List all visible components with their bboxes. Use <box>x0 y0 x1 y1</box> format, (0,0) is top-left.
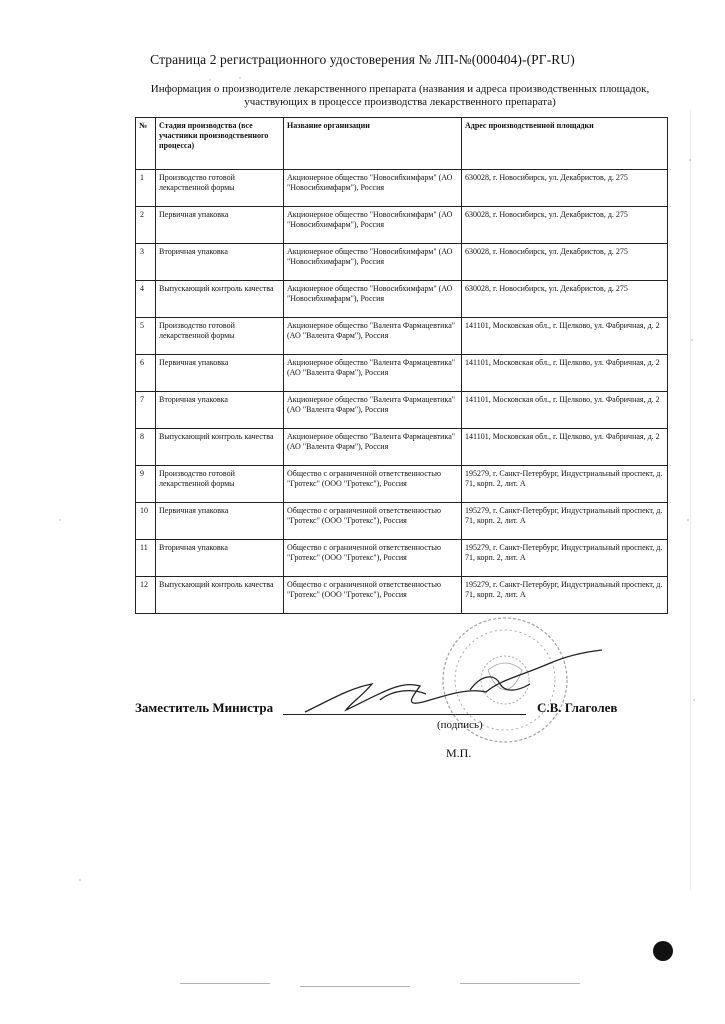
cell-num: 3 <box>136 244 156 281</box>
cell-address: 195279, г. Санкт-Петербург, Индустриальный проспект, д. 71, корп. 2, лит. А <box>462 466 668 503</box>
header-org: Название организации <box>284 118 462 170</box>
cell-address: 141101, Московская обл., г. Щелково, ул. Фабричная, д. 2 <box>462 318 668 355</box>
cell-num: 8 <box>136 429 156 466</box>
cell-stage: Выпускающий контроль качества <box>156 577 284 614</box>
cell-address: 141101, Московская обл., г. Щелково, ул. Фабричная, д. 2 <box>462 429 668 466</box>
cell-org: Акционерное общество "Новосибхимфарм" (АО "Новосибхимфарм"), Россия <box>284 170 462 207</box>
seal-label: М.П. <box>446 746 472 760</box>
cell-org: Акционерное общество "Валента Фармацевтика" (АО "Валента Фарм"), Россия <box>284 355 462 392</box>
cell-address: 630028, г. Новосибирск, ул. Декабристов, д. 275 <box>462 244 668 281</box>
cell-org: Акционерное общество "Валента Фармацевтика" (АО "Валента Фарм"), Россия <box>284 429 462 466</box>
cell-num: 2 <box>136 207 156 244</box>
cell-stage: Выпускающий контроль качества <box>156 429 284 466</box>
cell-address: 630028, г. Новосибирск, ул. Декабристов, д. 275 <box>462 281 668 318</box>
cell-stage: Производство готовой лекарственной формы <box>156 318 284 355</box>
cell-stage: Производство готовой лекарственной формы <box>156 170 284 207</box>
cell-org: Акционерное общество "Новосибхимфарм" (АО "Новосибхимфарм"), Россия <box>284 207 462 244</box>
cell-num: 4 <box>136 281 156 318</box>
signatory-name: С.В. Глаголев <box>537 700 618 715</box>
scan-noise <box>59 77 695 987</box>
cell-org: Акционерное общество "Новосибхимфарм" (АО "Новосибхимфарм"), Россия <box>284 244 462 281</box>
cell-stage: Первичная упаковка <box>156 503 284 540</box>
header-stage: Стадия производства (все участники производственного процесса) <box>156 118 284 170</box>
cell-address: 630028, г. Новосибирск, ул. Декабристов, д. 275 <box>462 170 668 207</box>
header-address: Адрес производственной площадки <box>462 118 668 170</box>
cell-address: 195279, г. Санкт-Петербург, Индустриальный проспект, д. 71, корп. 2, лит. А <box>462 503 668 540</box>
cell-num: 10 <box>136 503 156 540</box>
cell-num: 7 <box>136 392 156 429</box>
punch-hole-mark <box>653 941 673 961</box>
cell-stage: Выпускающий контроль качества <box>156 281 284 318</box>
cell-num: 9 <box>136 466 156 503</box>
cell-org: Общество с ограниченной ответственностью "Гротекс" (ООО "Гротекс"), Россия <box>284 577 462 614</box>
page-title: Страница 2 регистрационного удостоверения № ЛП-№(000404)-(РГ-RU) <box>150 52 575 67</box>
cell-num: 6 <box>136 355 156 392</box>
cell-org: Общество с ограниченной ответственностью "Гротекс" (ООО "Гротекс"), Россия <box>284 540 462 577</box>
cell-org: Акционерное общество "Новосибхимфарм" (АО "Новосибхимфарм"), Россия <box>284 281 462 318</box>
cell-org: Общество с ограниченной ответственностью "Гротекс" (ООО "Гротекс"), Россия <box>284 466 462 503</box>
cell-num: 11 <box>136 540 156 577</box>
header-num: № <box>136 118 156 170</box>
cell-org: Акционерное общество "Валента Фармацевтика" (АО "Валента Фарм"), Россия <box>284 318 462 355</box>
cell-stage: Вторичная упаковка <box>156 540 284 577</box>
signatory-position: Заместитель Министра <box>135 700 274 715</box>
page-subtitle: Информация о производителе лекарственного препарата (названия и адреса производственных площадок, участвующих в процессе производства лекарственного препарата) <box>150 83 650 108</box>
cell-address: 141101, Московская обл., г. Щелково, ул. Фабричная, д. 2 <box>462 355 668 392</box>
cell-num: 5 <box>136 318 156 355</box>
cell-address: 195279, г. Санкт-Петербург, Индустриальный проспект, д. 71, корп. 2, лит. А <box>462 540 668 577</box>
cell-address: 630028, г. Новосибирск, ул. Декабристов, д. 275 <box>462 207 668 244</box>
cell-org: Акционерное общество "Валента Фармацевтика" (АО "Валента Фарм"), Россия <box>284 392 462 429</box>
cell-stage: Вторичная упаковка <box>156 392 284 429</box>
signature-line <box>283 714 526 715</box>
cell-stage: Первичная упаковка <box>156 355 284 392</box>
cell-address: 141101, Московская обл., г. Щелково, ул. Фабричная, д. 2 <box>462 392 668 429</box>
cell-stage: Производство готовой лекарственной формы <box>156 466 284 503</box>
cell-num: 12 <box>136 577 156 614</box>
signature-caption: (подпись) <box>437 719 483 731</box>
cell-address: 195279, г. Санкт-Петербург, Индустриальный проспект, д. 71, корп. 2, лит. А <box>462 577 668 614</box>
cell-num: 1 <box>136 170 156 207</box>
cell-stage: Первичная упаковка <box>156 207 284 244</box>
cell-stage: Вторичная упаковка <box>156 244 284 281</box>
cell-org: Общество с ограниченной ответственностью "Гротекс" (ООО "Гротекс"), Россия <box>284 503 462 540</box>
